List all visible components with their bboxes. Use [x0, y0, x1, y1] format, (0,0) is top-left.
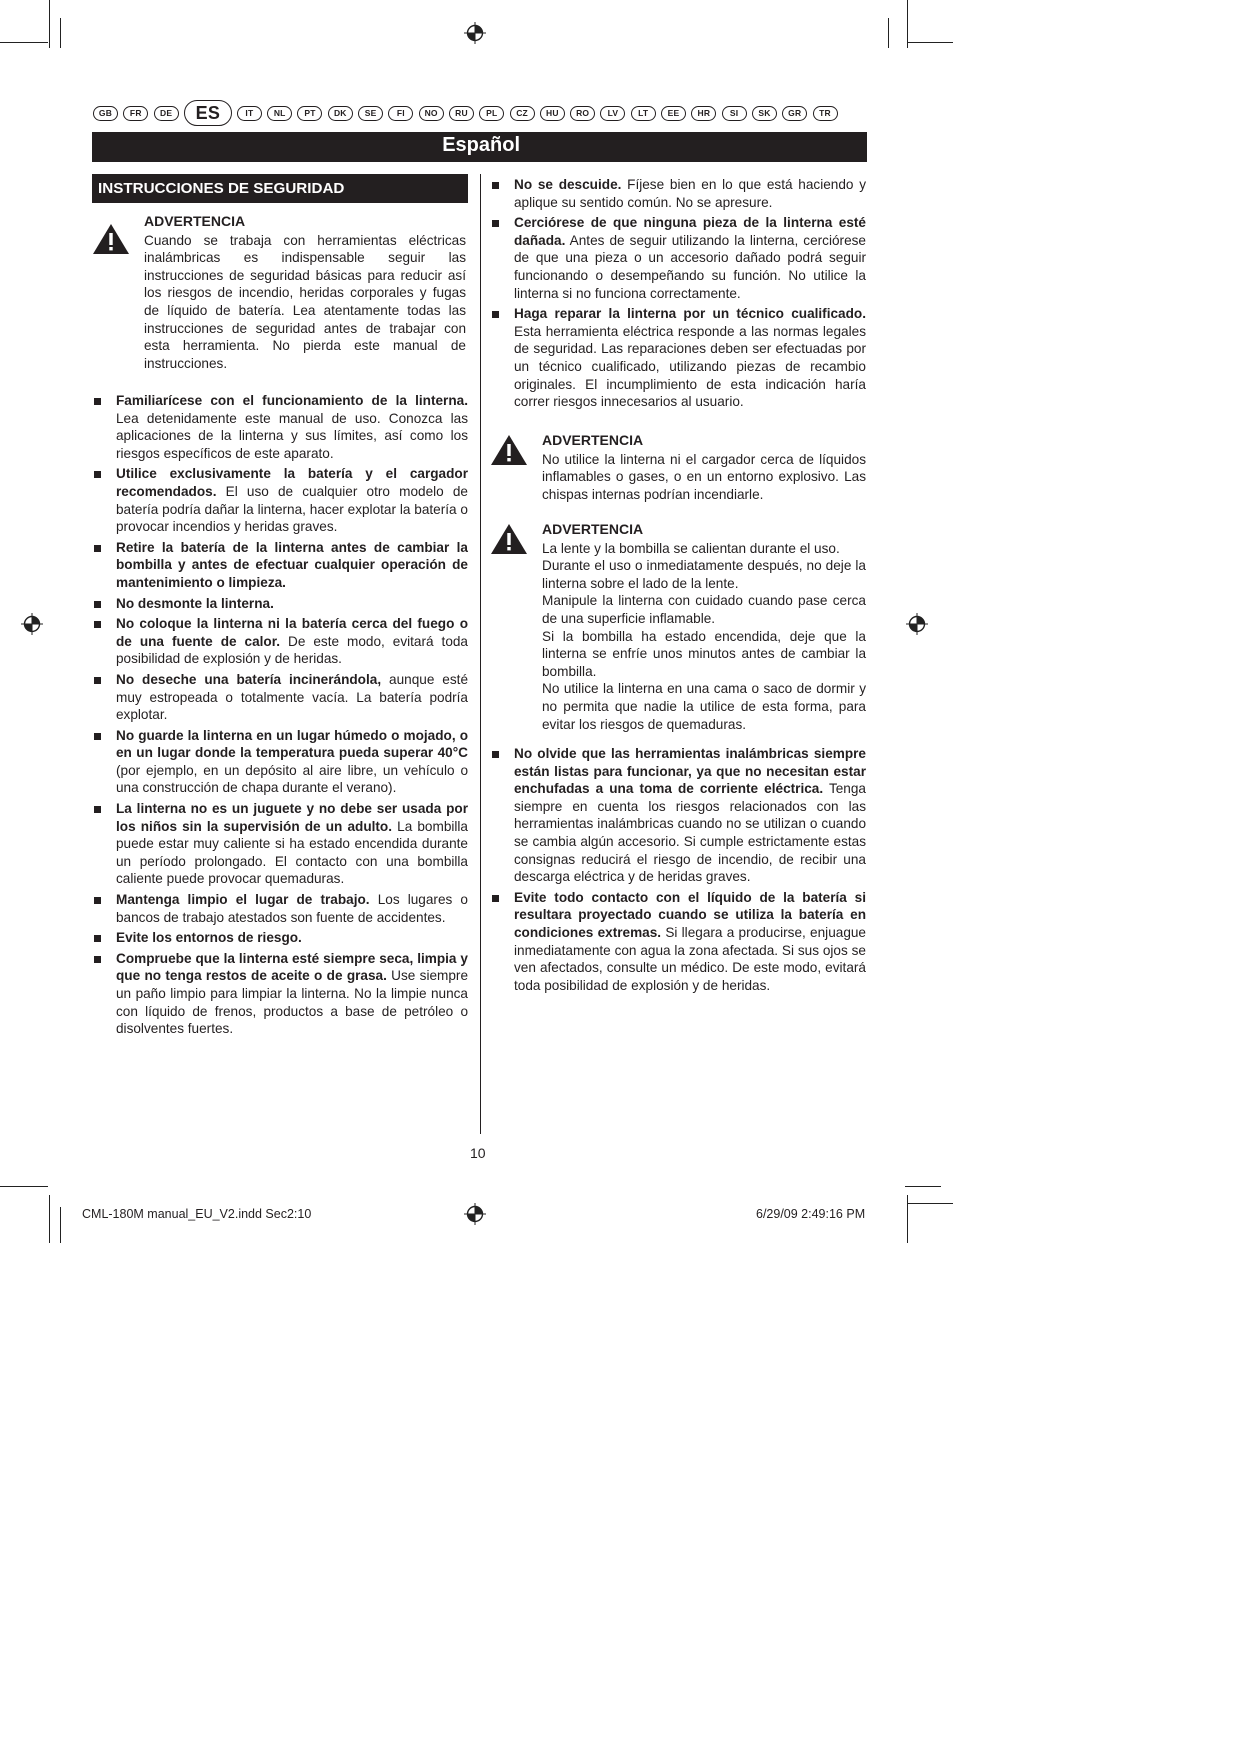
- bullet-icon: [492, 751, 499, 758]
- page-title: Español: [442, 134, 520, 156]
- item-text: La bombilla puede estar muy caliente si ha estado encendida durante un período prolongado. El contacto con una bombilla caliente puede provocar quemaduras.: [116, 818, 468, 887]
- crop-mark: [908, 1203, 953, 1204]
- list-item: [490, 214, 866, 302]
- language-tab-ro[interactable]: RO: [570, 106, 595, 121]
- item-text: De este modo, evitará toda posibilidad de explosión y de heridas.: [116, 633, 468, 667]
- warning-triangle-icon: [490, 523, 528, 555]
- list-item: [92, 929, 468, 947]
- warning-text: La lente y la bombilla se calientan durante el uso.: [542, 540, 840, 556]
- registration-mark-icon: [464, 1203, 486, 1225]
- item-text: Antes de seguir utilizando la linterna, cerciórese de que una pieza o un accesorio dañado podrá seguir funcionando o desempeñando su función. No utilice la linterna si no funciona correctamente.: [514, 232, 866, 301]
- language-tab-lt[interactable]: LT: [631, 106, 656, 121]
- language-tab-nl[interactable]: NL: [267, 106, 292, 121]
- list-item: [92, 800, 468, 888]
- bullet-icon: [94, 935, 101, 942]
- bullet-icon: [94, 733, 101, 740]
- language-tab-fi[interactable]: FI: [388, 106, 413, 121]
- item-lead: Utilice exclusivamente la batería y el cargador recomendados.: [116, 466, 468, 499]
- language-tab-it[interactable]: IT: [237, 106, 262, 121]
- crop-mark: [905, 1186, 941, 1187]
- crop-mark: [60, 18, 61, 48]
- item-text: aunque esté muy estropeada o totalmente vacía. La batería podría explotar.: [116, 671, 468, 723]
- warning-text: No utilice la linterna en una cama o saco de dormir y no permita que nadie la utilice de esta forma, para evitar los riesgos de quemaduras.: [542, 681, 866, 732]
- warning-text: Manipule la linterna con cuidado cuando pase cerca de una superficie inflamable.: [542, 593, 866, 626]
- crop-mark: [60, 1207, 61, 1243]
- item-lead: No desmonte la linterna.: [116, 595, 274, 611]
- bullet-icon: [492, 182, 499, 189]
- warning-triangle-icon: [92, 223, 130, 255]
- page-title-bar: [92, 132, 867, 162]
- list-item: [92, 950, 468, 1038]
- list-item: [92, 671, 468, 724]
- item-lead: No se descuide.: [514, 177, 622, 192]
- language-tab-pl[interactable]: PL: [479, 106, 504, 121]
- item-text: (por ejemplo, en un depósito al aire libre, un vehículo o una construcción de chapa durante el verano).: [116, 762, 468, 796]
- item-text: Use siempre un paño limpio para limpiar la linterna. No la limpie nunca con líquido de frenos, productos a base de petróleo o disolventes fuertes.: [116, 968, 469, 1037]
- slug-date: 6/29/09 2:49:16 PM: [756, 1207, 866, 1221]
- list-item: [490, 889, 866, 995]
- safety-list-left: [92, 392, 468, 1041]
- bullet-icon: [94, 956, 101, 963]
- item-lead: Cerciórese de que ninguna pieza de la linterna esté dañada.: [514, 215, 866, 248]
- list-item: [92, 727, 468, 797]
- list-item: [490, 176, 866, 211]
- item-text: Fíjese bien en lo que está haciendo y aplique su sentido común. No se apresure.: [514, 177, 867, 210]
- item-lead: No deseche una batería incinerándola,: [116, 671, 382, 687]
- language-tab-gb[interactable]: GB: [93, 106, 118, 121]
- item-text: Si llegara a producirse, enjuague inmediatamente con agua la zona afectada. Si sus ojos se ven afectados, consulte un médico. De este modo, evitará toda posibilidad de explosión y de heridas.: [514, 924, 866, 993]
- item-lead: Haga reparar la linterna por un técnico cualificado.: [514, 306, 866, 322]
- item-lead: Familiarícese con el funcionamiento de la linterna.: [116, 393, 468, 408]
- list-item: [92, 465, 468, 535]
- crop-mark: [0, 42, 48, 43]
- item-lead: Retire la batería de la linterna antes de cambiar la bombilla y antes de efectuar cualquier operación de mantenimiento o limpieza.: [116, 539, 468, 590]
- language-tab-hr[interactable]: HR: [691, 106, 716, 121]
- language-tab-si[interactable]: SI: [722, 106, 747, 121]
- bullet-icon: [94, 621, 101, 628]
- warning-triangle-icon: [490, 434, 528, 466]
- registration-mark-icon: [464, 22, 486, 44]
- bullet-icon: [94, 601, 101, 608]
- language-tab-se[interactable]: SE: [358, 106, 383, 121]
- item-lead: No coloque la linterna ni la batería cerca del fuego o de una fuente de calor.: [116, 616, 468, 649]
- safety-list-right-bottom: [490, 745, 866, 997]
- list-item: [92, 539, 468, 592]
- bullet-icon: [94, 806, 101, 813]
- list-item: [92, 595, 468, 613]
- list-item: [490, 305, 866, 411]
- bullet-icon: [94, 398, 101, 405]
- bullet-icon: [94, 897, 101, 904]
- page-number: 10: [470, 1145, 486, 1161]
- language-tab-ru[interactable]: RU: [449, 106, 474, 121]
- language-tab-cz[interactable]: CZ: [510, 106, 535, 121]
- bullet-icon: [492, 311, 499, 318]
- warning-text: Si la bombilla ha estado encendida, deje que la linterna se enfríe unos minutos antes de cambiar la bombilla.: [542, 628, 866, 679]
- crop-mark: [888, 18, 889, 48]
- item-text: El uso de cualquier otro modelo de batería podría dañar la linterna, hacer explotar la batería o provocar incendios y heridas graves.: [116, 483, 468, 535]
- language-tab-pt[interactable]: PT: [297, 106, 322, 121]
- slug-file: CML-180M manual_EU_V2.indd Sec2:10: [82, 1207, 312, 1221]
- bullet-icon: [94, 677, 101, 684]
- bullet-icon: [492, 220, 499, 227]
- item-text: Esta herramienta eléctrica responde a las normas legales de seguridad. Las reparaciones deben ser efectuadas por un técnico cualificado, utilizando piezas de recambio originales. El incumplimiento de esta indicación haría correr riesgos innecesarios al usuario.: [514, 323, 866, 410]
- warning-text: Durante el uso o inmediatamente después, no deje la linterna sobre el lado de la lente.: [542, 558, 866, 591]
- warning-text: No utilice la linterna ni el cargador cerca de líquidos inflamables o gases, o en un entorno explosivo. Las chispas internas podrían incendiarle.: [542, 451, 866, 502]
- crop-mark: [49, 1195, 50, 1243]
- bullet-icon: [94, 545, 101, 552]
- language-tab-lv[interactable]: LV: [600, 106, 625, 121]
- language-tab-ee[interactable]: EE: [661, 106, 686, 121]
- language-tab-gr[interactable]: GR: [782, 106, 807, 121]
- crop-mark: [907, 0, 908, 48]
- item-lead: Evite los entornos de riesgo.: [116, 930, 302, 946]
- language-tab-tr[interactable]: TR: [813, 106, 838, 121]
- language-tab-sk[interactable]: SK: [752, 106, 777, 121]
- section-heading-bar: [92, 174, 468, 203]
- column-divider: [480, 174, 481, 1134]
- list-item: [92, 615, 468, 668]
- item-lead: La linterna no es un juguete y no debe ser usada por los niños sin la supervisión de un adulto.: [116, 801, 468, 834]
- item-text: Tenga siempre en cuenta los riesgos relacionados con las herramientas inalámbricas cuando no se utilizan o cuando se cambia algún accesorio. Si cumple estrictamente estas consignas reducirá el riesgo de incendio, de recibir una descarga eléctrica y de heridas graves.: [514, 781, 866, 885]
- item-lead: No olvide que las herramientas inalámbricas siempre están listas para funcionar, ya que no necesitan estar enchufadas a una toma de corriente eléctrica.: [514, 746, 866, 797]
- item-lead: No guarde la linterna en un lugar húmedo o mojado, o en un lugar donde la temperatura pueda superar 40°C: [116, 727, 468, 761]
- list-item: [490, 745, 866, 886]
- list-item: [92, 392, 468, 462]
- language-tab-es[interactable]: ES: [184, 100, 232, 126]
- section-title: INSTRUCCIONES DE SEGURIDAD: [98, 180, 345, 197]
- crop-mark: [0, 1186, 48, 1187]
- item-lead: Mantenga limpio el lugar de trabajo.: [116, 892, 370, 908]
- language-tab-hu[interactable]: HU: [540, 106, 565, 121]
- language-tab-no[interactable]: NO: [419, 106, 444, 121]
- item-lead: Evite todo contacto con el líquido de la batería si resultara proyectado cuando se utiliza la batería en condiciones extremas.: [514, 889, 866, 940]
- language-selector: [93, 101, 863, 125]
- bullet-icon: [94, 471, 101, 478]
- safety-list-right-top: [490, 176, 866, 414]
- registration-mark-icon: [21, 613, 43, 635]
- language-tab-de[interactable]: DE: [154, 106, 179, 121]
- crop-mark: [908, 42, 953, 43]
- warning-heading: ADVERTENCIA: [144, 213, 246, 229]
- item-text: Los lugares o bancos de trabajo atestados son fuente de accidentes.: [116, 892, 468, 925]
- bullet-icon: [492, 895, 499, 902]
- crop-mark: [49, 0, 50, 48]
- warning-heading: ADVERTENCIA: [542, 521, 644, 537]
- list-item: [92, 891, 468, 926]
- registration-mark-icon: [906, 613, 928, 635]
- item-text: Lea detenidamente este manual de uso. Conozca las aplicaciones de la linterna y sus límites, así como los riesgos específicos de este aparato.: [116, 410, 468, 461]
- language-tab-fr[interactable]: FR: [123, 106, 148, 121]
- warning-heading: ADVERTENCIA: [542, 432, 644, 448]
- item-lead: Compruebe que la linterna esté siempre seca, limpia y que no tenga restos de aceite o de grasa.: [116, 950, 468, 984]
- language-tab-dk[interactable]: DK: [328, 106, 353, 121]
- warning-text: Cuando se trabaja con herramientas eléctricas inalámbricas es indispensable seguir las instrucciones de seguridad básicas para reducir así los riesgos de incendio, heridas corporales y fugas de líquido de batería. Lea atentamente todas las instrucciones de seguridad antes de trabajar con esta herramienta. No pierda este manual de instrucciones.: [144, 232, 466, 371]
